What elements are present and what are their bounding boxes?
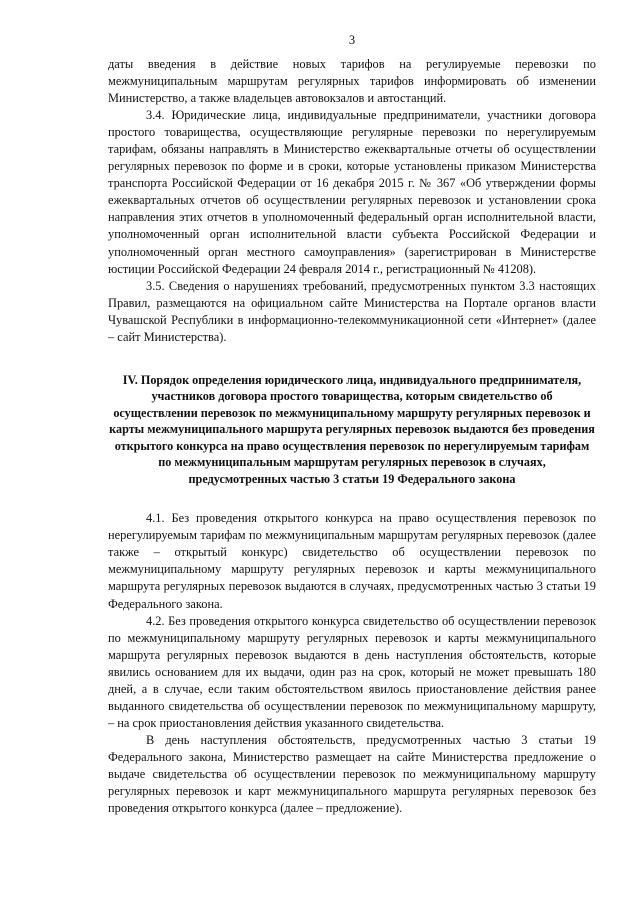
paragraph-4-2: 4.2. Без проведения открытого конкурса свидетельство об осуществлении перевозок по межмуниципальному маршруту регулярных перевозок и карты межмуниципального маршрута регулярных перевозок выдаются в день наступления обстоятельств, которые явились основанием для их выдачи, один раз на срок, который не может превышать 180 дней, а в случае, если таким обстоятельством явилось приостановление действия ранее выданного свидетельства об осуществлении перевозок по межмуниципальному маршруту, – на срок приостановления действия указанного свидетельства. <box>108 613 596 730</box>
paragraph-continuation: даты введения в действие новых тарифов на регулируемые перевозки по межмуниципальным маршрутам регулярных тарифов информировать об изменении Министерство, а также владельцев автовокзалов и автостанций. <box>108 57 596 106</box>
page-number: 3 <box>348 33 356 47</box>
paragraph-3-5: 3.5. Сведения о нарушениях требований, предусмотренных пунктом 3.3 настоящих Правил, размещаются на официальном сайте Министерства на Портале органов власти Чувашской Республики в информационно-телекоммуникационной сети «Интернет» (далее – сайт Министерства). <box>108 278 596 344</box>
paragraph-3-4: 3.4. Юридические лица, индивидуальные предприниматели, участники договора простого товарищества, осуществляющие регулярные перевозки по нерегулируемым тарифам, обязаны направлять в Министерство ежеквартальные отчеты об осуществлении регулярных перевозок по форме и в сроки, которые установлены приказом Министерства транспорта Российской Федерации от 16 декабря 2015 г. № 367 «Об утверждении формы ежеквартальных отчетов об осуществлении регулярных перевозок и установлении срока направления этих отчетов в уполномоченный федеральный орган исполнительной власти, уполномоченный орган исполнительной власти субъекта Российской Федерации и уполномоченный орган местного самоуправления» (зарегистрирован в Министерстве юстиции Российской Федерации 24 февраля 2014 г., регистрационный № 41208). <box>108 108 596 276</box>
section-heading-iv: IV. Порядок определения юридического лица, индивидуального предпринимателя, участников договора простого товарищества, которым свидетельство об осуществлении перевозок по межмуниципальному маршруту регулярных перевозок и карты межмуниципального маршрута регулярных перевозок выдаются без проведения открытого конкурса на право осуществления перевозок по нерегулируемым тарифам по межмуниципальным маршрутам регулярных перевозок в случаях, предусмотренных частью 3 статьи 19 Федерального закона <box>109 372 595 486</box>
document-page <box>108 32 596 817</box>
paragraph-4-2-continuation: В день наступления обстоятельств, предусмотренных частью 3 статьи 19 Федерального закона, Министерство размещает на сайте Министерства предложение о выдаче свидетельства об осуществлении перевозок по межмуниципальному маршруту регулярных перевозок и карт межмуниципального маршрута регулярных перевозок без проведения открытого конкурса (далее – предложение). <box>108 732 596 816</box>
paragraph-4-1: 4.1. Без проведения открытого конкурса на право осуществления перевозок по нерегулируемым тарифам по межмуниципальным маршрутам регулярных перевозок (далее также – открытый конкурс) свидетельство об осуществлении перевозок по межмуниципальному маршруту регулярных перевозок и карты межмуниципального маршрута регулярных перевозок выдаются в случаях, предусмотренных частью 3 статьи 19 Федерального закона. <box>108 511 596 611</box>
